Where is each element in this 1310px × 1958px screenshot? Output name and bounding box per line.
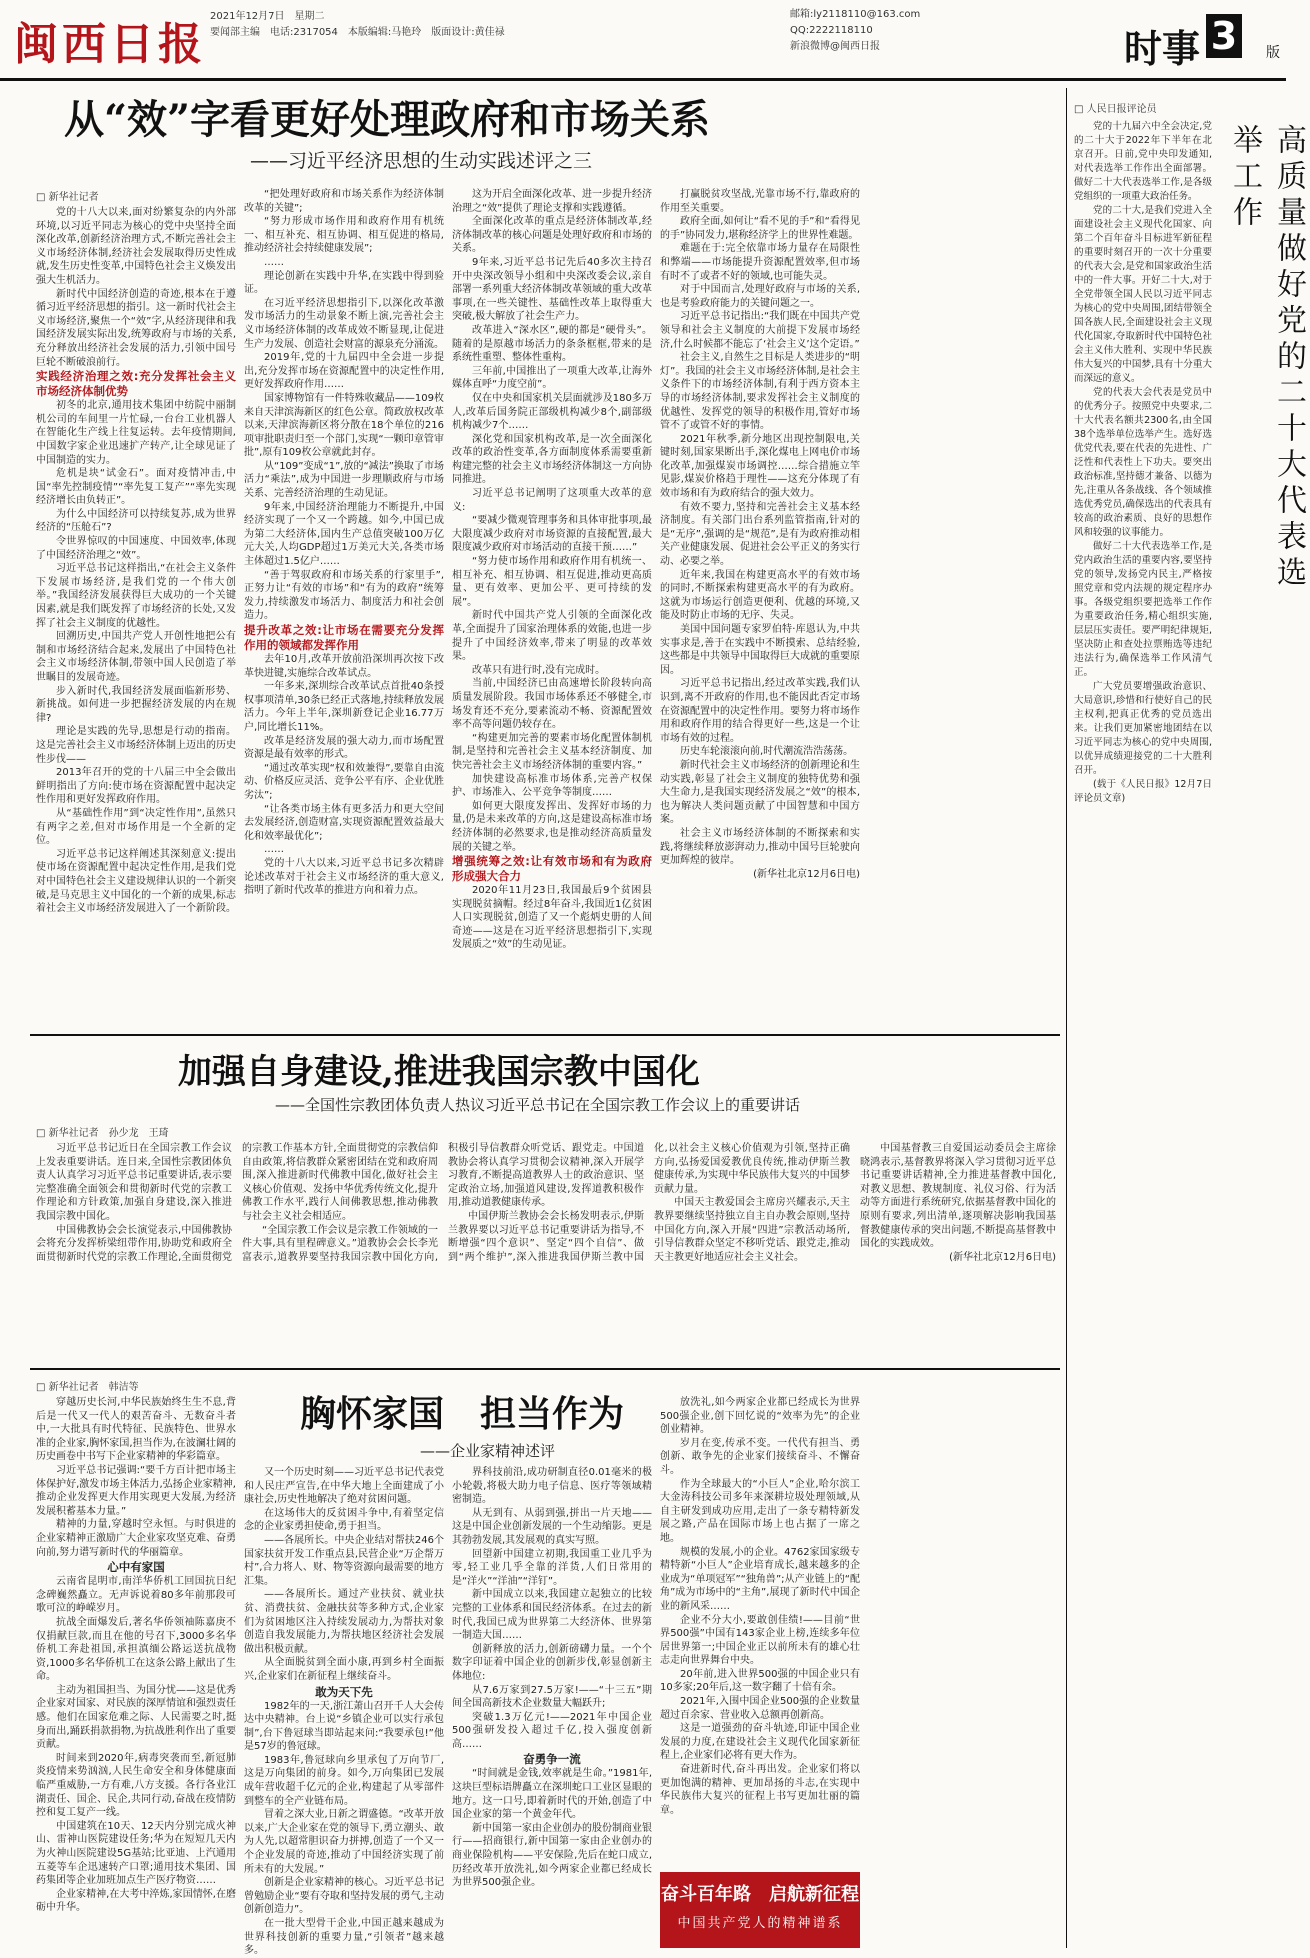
article1-byline: □ 新华社记者: [36, 192, 99, 203]
paragraph: 理论是实践的先导,思想是行动的指南。这是完善社会主义市场经济体制上迈出的历史性步伐——: [36, 726, 236, 765]
paragraph: 一年多来,深圳综合改革试点首批40条授权事项清单,30条已经正式落地,持续释放发展活力。今年上半年,深圳新登记企业16.77万户,同比增长11%。: [244, 681, 444, 733]
paragraph: 习近平总书记这样阐述其深刻意义:提出使市场在资源配置中起决定性作用,是我们党对中国特色社会主义建设规律认识的一个新突破,是马克思主义中国化的一个新的成果,标志着社会主义市场经济发展进入了一个新阶段。: [36, 848, 236, 915]
page-number: 3: [1206, 14, 1242, 58]
paragraph: 党的十八大以来,习近平总书记多次精辟论述改革对于社会主义市场经济的重大意义,指明了新时代改革的推进方向和着力点。: [244, 857, 444, 897]
paragraph: 国家博物馆有一件特殊收藏品——109枚来自天津滨海新区的红色公章。简政放权改革以来,天津滨海新区将分散在18个单位的216项审批职责归至一个部门,实现“一颗印章管审批”,原有109枚公章就此封存。: [244, 392, 444, 459]
paragraph: 企业家精神,在大考中淬炼,家国情怀,在磨砺中升华。: [36, 1888, 236, 1914]
paragraph: 中国天主教爱国会主席房兴耀表示,天主教界要继续坚持独立自主自办教会原则,坚持中国化方向,深入开展“四进”宗教活动场所,引导信教群众坚定不移听党话、跟党走,推动天主教更好地适应社会主义社会。: [654, 1197, 850, 1263]
article1-column-3: [452, 188, 652, 1026]
paragraph: 时间来到2020年,病毒突袭而至,新冠肺炎疫情来势汹汹,人民生命安全和身体健康面临严重威胁,一方有难,八方支援。各行各业江湖责任、国企、民企,共同行动,奋战在疫情防控和复工复产一线。: [36, 1752, 236, 1819]
paragraph: 2019年,党的十九届四中全会进一步提出,充分发挥市场在资源配置中的决定性作用,更好发挥政府作用……: [244, 352, 444, 391]
paragraph: “通过改革实现“权和效兼得”,要靠自由流动、价格反应灵活、竞争公平有序、企业优胜劣汰”;: [244, 762, 444, 801]
editor-info: 要闻部主编 电话:2317054 本版编辑:马艳玲 版面设计:黄佳禄: [210, 27, 505, 38]
paragraph: 习近平总书记强调:“要千方百计把市场主体保护好,激发市场主体活力,弘扬企业家精神,推动企业发挥更大作用实现更大发展,为经济发展积蓄基本力量。”: [36, 1464, 236, 1517]
paragraph: 1983年,鲁冠球向乡里承包了万向节厂,这是万向集团的前身。如今,万向集团已发展成年营收超千亿元的企业,构建起了从零部件到整车的全产业链布局。: [244, 1754, 444, 1807]
paragraph: 党的十八大以来,面对纷繁复杂的内外部环境,以习近平同志为核心的党中央坚持全面深化改革,创新经济治理方式,不断完善社会主义市场经济体制,经济社会发展取得历史性成就,发生历史性变革,中国特色社会主义焕发出强大生机活力。: [36, 207, 236, 286]
paragraph: 难题在于:完全依靠市场力量存在局限性和弊端——市场能提升资源配置效率,但市场有时不了或者不好的领域,也可能失灵。: [660, 243, 860, 282]
paragraph: 回望新中国建立初期,我国重工业几乎为零,轻工业几乎全靠的洋货,人们日常用的是“洋火”“洋油”“洋钉”。: [452, 1548, 652, 1587]
paragraph: 新时代社会主义市场经济的创新理论和生动实践,彰显了社会主义制度的独特优势和强大生命力,是我国实现经济发展之“效”的根本,也为解决人类问题贡献了中国智慧和中国方案。: [660, 759, 860, 826]
email-info: 邮箱:ly2118110@163.com: [790, 9, 921, 20]
paragraph: 这为开启全面深化改革、进一步提升经济治理之“效”提供了理论支撑和实践遵循。: [452, 189, 652, 214]
paragraph: 2021年秋季,新分地区出现控制限电,关键时刻,国家果断出手,深化煤电上网电价市场化改革,加强煤炭市场调控……综合措施立竿见影,煤炭价格趋于理性——这充分体现了有效市场和有为政府结合的强大效力。: [660, 433, 860, 500]
article2-byline: □ 新华社记者 孙少龙 王琦: [36, 1128, 169, 1139]
paragraph: 规模的发展,小的企业。4762家国家级专精特新“小巨人”企业培育成长,越来越多的企业成为“单项冠军”“独角兽”;从产业链上的“配角”成为市场中的“主角”,展现了新时代中国企业的新风采……: [660, 1546, 860, 1612]
paragraph: “时间就是金钱,效率就是生命。”1981年,这块巨型标语牌矗立在深圳蛇口工业区显眼的地方。这一口号,即着新时代的开始,创造了中国企业家的第一个黄金年代。: [452, 1768, 652, 1821]
paragraph: 创新释放的活力,创新磅礴力量。一个个数字印证着中国企业的创新步伐,彰显创新主体地位:: [452, 1643, 652, 1682]
paragraph: 在一批大型骨干企业,中国正越来越成为世界科技创新的重要力量,“引领者”越来越多。: [244, 1918, 444, 1957]
article1-column-2: [244, 188, 444, 1026]
paragraph: 新中国成立以来,我国建立起独立的比较完整的工业体系和国民经济体系。在过去的新时代,我国已成为世界第二大经济体、世界第一制造大国……: [452, 1589, 652, 1642]
paragraph: 去年10月,改革开放前沿深圳再次按下改革快进键,实施综合改革试点。: [244, 654, 444, 679]
section-rule: [30, 1034, 1060, 1036]
paragraph: 新中国第一家由企业创办的股份制商业银行——招商银行,新中国第一家由企业创办的商业保险机构——平安保险,先后在蛇口成立,历经改革开放洗礼,如今两家企业都已经成长为世界500强企业。: [452, 1822, 652, 1889]
paragraph: 深化党和国家机构改革,是一次全面深化改革的政治性变革,各方面制度体系需要重新构建完整的社会主义市场经济体制这一方向协同推进。: [452, 433, 652, 486]
paragraph: “努力形成市场作用和政府作用有机统一、相互补充、相互协调、相互促进的格局,推动经济社会持续健康发展”;: [244, 216, 444, 255]
paragraph: 党的十九届六中全会决定,党的二十大于2022年下半年在北京召开。日前,党中央印发通知,对代表选举工作作出全面部署。做好二十大代表选举工作,是各级党组织的一项重大政治任务。: [1074, 121, 1212, 202]
issue-date: 2021年12月7日 星期二: [210, 11, 325, 22]
article1-column-4: [660, 188, 860, 1026]
paragraph: 2020年11月23日,我国最后9个贫困县实现脱贫摘帽。经过8年奋斗,我国近1亿贫困人口实现脱贫,创造了又一个彪炳史册的人间奇迹——这是在习近平经济思想指引下,实现发展质之“效”的生动见证。: [452, 885, 652, 951]
paragraph: 岁月在变,传承不变。一代代有担当、勇创新、敢争先的企业家们接续奋斗、不懈奋斗。: [660, 1437, 860, 1476]
banner-line-2: 中国共产党人的精神谱系: [677, 1916, 843, 1931]
paragraph: 改革进入“深水区”,硬的都是“硬骨头”。随着的是原越市场活力的条条框框,带来的是系统性重塑、整体性重构。: [452, 324, 652, 364]
paragraph: 危机是块“试金石”。面对疫情冲击,中国“率先控制疫情”“率先复工复产”“率先实现经济增长由负转正”。: [36, 468, 236, 507]
paragraph: 令世界惊叹的中国速度、中国效率,体现了中国经济治理之“效”。: [36, 536, 236, 561]
paragraph: 作为全球最大的“小巨人”企业,哈尔滨工大金涛科技公司多年来深耕垃圾处理领域,从自主研发到成功应用,走出了一条专精特新发展之路,产品在国际市场上也占据了一席之地。: [660, 1478, 860, 1544]
paragraph: 社会主义市场经济体制的不断探索和实践,将继续释放澎湃动力,推动中国号巨轮驶向更加辉煌的彼岸。: [660, 827, 860, 867]
a1-c1-paras: [36, 206, 236, 369]
paragraph: 中国基督教三自爱国运动委员会主席徐晓鸿表示,基督教界将深入学习贯彻习近平总书记重要讲话精神,全力推进基督教中国化,对教义思想、教规制度、礼仪习俗、行为活动等方面进行系统研究,依据基督教中国化的原则有要求,列出清单,逐项解决影响我国基督教健康传承的突出问题,不断提高基督教中国化的实践成效。: [860, 1143, 1056, 1250]
paragraph: 步入新时代,我国经济发展面临新形势、新挑战。如何进一步把握经济发展的内在规律?: [36, 685, 236, 724]
article2-title: 加强自身建设,推进我国宗教中国化: [178, 1052, 700, 1092]
paragraph: 主动为祖国担当、为国分忧——这是优秀企业家对国家、对民族的深厚情谊和强烈责任感。他们在国家危难之际、人民需要之时,挺身而出,踊跃捐款捐物,为抗战胜利作出了重要贡献。: [36, 1684, 236, 1751]
paragraph: 突破1.3万亿元!——2021年中国企业500强研发投入超过千亿,投入强度创新高……: [452, 1711, 652, 1750]
article3-column-3: [452, 1466, 652, 1948]
paragraph: 1982年的一天,浙江萧山召开千人大会传达中央精神。台上说“乡镇企业可以实行承包制”,台下鲁冠球当即站起来问:“我要承包!”他是57岁的鲁冠球。: [244, 1700, 444, 1753]
paragraph: 改革是经济发展的强大动力,而市场配置资源是最有效率的形式。: [244, 735, 444, 761]
article3-subhead-1: 心中有家国: [107, 1560, 165, 1575]
paragraph: 近年来,我国在构建更高水平的有效市场的同时,不断探索构建更高水平的有为政府。这就为市场运行创造更便利、优越的环境,又能及时防止市场的无序、失灵。: [660, 569, 860, 622]
paragraph: 中国建筑在10天、12天内分别完成火神山、雷神山医院建设任务;华为在短短几天内为火神山医院建设5G基站;比亚迪、上汽通用五菱等车企迅速转产口罩;通用技术集团、国药集团等企业加班加点生产医疗物资……: [36, 1820, 236, 1887]
article1-column-1: [36, 206, 236, 1026]
paragraph: ——各展所长。中央企业结对帮扶246个国家扶贫开发工作重点县,民营企业“万企帮万村”,合力将人、财、物等资源向最需要的地方汇集。: [244, 1534, 444, 1587]
dateline: (新华社北京12月6日电): [949, 1251, 1056, 1263]
paragraph: 当前,中国经济已由高速增长阶段转向高质量发展阶段。我国市场体系还不够健全,市场发育还不充分,要素流动不畅、资源配置效率不高等问题仍较存在。: [452, 678, 652, 731]
paragraph: 初冬的北京,通用技术集团中纺院中丽制机公司的车间里一片忙碌,一台台工业机器人在智能化生产线上往复运转。去年疫情期间,中国数字家企业迅速扩产转产,让全球见证了中国制造的实力。: [36, 400, 236, 466]
paragraph: “要减少微观管理事务和具体审批事项,最大限度减少政府对市场资源的直接配置,最大限度减少政府对市场活动的直接干预……”: [452, 515, 652, 554]
slogan-banner: [660, 1872, 860, 1948]
paragraph: 这是一道强劲的奋斗轨迹,印证中国企业发展的力度,在建设社会主义现代化国家新征程上,企业家们必将有更大作为。: [660, 1723, 860, 1762]
paragraph: 9年来,中国经济治理能力不断提升,中国经济实现了一个又一个跨越。如今,中国已成为第二大经济体,国内生产总值突破100万亿元大关,人均GDP超过1万美元大关,各类市场主体超过1.5亿户……: [244, 501, 444, 568]
paragraph: 历史车轮滚滚向前,时代潮流浩浩荡荡。: [680, 746, 854, 758]
paragraph: 从全面脱贫到全面小康,再到乡村全面振兴,企业家们在新征程上继续奋斗。: [244, 1657, 444, 1682]
paragraph: 对于中国而言,处理好政府与市场的关系,也是考验政府能力的关键问题之一。: [660, 284, 860, 309]
paragraph: 新时代中国共产党人引领的全面深化改革,全面提升了国家治理体系的效能,也进一步提升了中国经济效率,带来了明显的改革效果。: [452, 610, 652, 663]
article1-subhead-2: 提升改革之效:让市场在需要充分发挥作用的领域都发挥作用: [244, 623, 444, 652]
paragraph: 创新是企业家精神的核心。习近平总书记曾勉励企业“要有夺取和坚持发展的勇气,主动创新创造力”。: [244, 1877, 444, 1916]
paragraph: 新时代中国经济创造的奇迹,根本在于遵循习近平经济思想的指引。这一新时代社会主义市场经济,聚焦一个“效”字,从经济现律和我国经济发展实际出发,统筹政府与市场的关系,充分释放出经济社会发展的活力,引领中国号巨轮不断破浪前行。: [36, 288, 236, 368]
paragraph: 精神的力量,穿越时空永恒。与时俱进的企业家精神正激励广大企业家攻坚克难、奋勇向前,努力谱写新时代的华丽篇章。: [36, 1519, 236, 1558]
paragraph: 三年前,中国推出了一项重大改革,让海外媒体直呼“力度空前”。: [452, 365, 652, 391]
paragraph: “善于驾驭政府和市场关系的行家里手”,正努力让“有效的市场”和“有为的政府”统筹发力,持续激发市场活力、制度活力和社会创造力。: [244, 569, 444, 622]
paragraph: 抗战全面爆发后,著名华侨领袖陈嘉庚不仅捐献巨款,而且在他的号召下,3000多名华侨机工奔赴祖国,承担滇缅公路运送抗战物资,1000多名华侨机工在这条公路上献出了生命。: [36, 1616, 236, 1683]
paragraph: 加快建设高标准市场体系,完善产权保护、市场准入、公平竞争等制度……: [452, 773, 652, 799]
paragraph: 习近平总书记这样指出,“在社会主义条件下发展市场经济,是我们党的一个伟大创举。”我国经济发展获得巨大成功的一个关键因素,就是我们既发挥了市场经济的长处,又发挥了社会主义制度的优越性。: [36, 563, 236, 629]
article3-subhead-3: 奋勇争一流: [523, 1752, 581, 1767]
paragraph: 回溯历史,中国共产党人开创性地把公有制和市场经济结合起来,发展出了中国特色社会主义市场经济体制,带领中国人民创造了举世瞩目的发展奇迹。: [36, 631, 236, 683]
article3-column-2: [244, 1466, 444, 1957]
paragraph: 政府全面,如何让“看不见的手”和“看得见的手”协同发力,堪称经济学上的世界性难题。: [660, 216, 860, 241]
paragraph: 党的二十大,是我们党进入全面建设社会主义现代化国家、向第二个百年奋斗目标进军新征程的重要时刻召开的一次十分重要的代表大会,是党和国家政治生活中的一件大事。开好二十大,对于全党带领全国人民以习近平同志为核心的党中央周围,团结带领全国各族人民,全面建设社会主义现代化国家,夺取新时代中国特色社会主义伟大胜利、实现中华民族伟大复兴的中国梦,具有十分重大而深远的意义。: [1074, 205, 1212, 384]
banner-line-1: 奋斗百年路 启航新征程: [661, 1884, 859, 1905]
paragraph: 从7.6万家到27.5万家!——“十三五”期间全国高新技术企业数量大幅跃升;: [452, 1684, 652, 1710]
article3-column-1: [36, 1396, 236, 1948]
paragraph: 习近平总书记指出,经过改革实践,我们认识到,离不开政府的作用,也不能因此否定市场在资源配置中的决定性作用。要努力将市场作用和政府作用的结合得更好一些,这是一个让市场有效的过程。: [660, 678, 860, 744]
article1-subhead-3: 增强统筹之效:让有效市场和有为政府形成强大合力: [452, 854, 652, 884]
paragraph: 党的代表大会代表是党员中的优秀分子。按照党中央要求,二十大代表名额共2300名,由全国38个选举单位选举产生。选好选优党代表,要在代表的先进性、广泛性和代表性上下功夫。要突出政治标准,坚持德才兼备、以德为先,注重从各条战线、各个领域推选优秀党员,确保选出的代表具有较高的政治素质、良好的思想作风和较强的议事能力。: [1074, 387, 1212, 538]
qq-info: QQ:2222118110: [790, 25, 873, 36]
page-unit: 版: [1266, 45, 1280, 61]
paragraph: 2021年,入围中国企业500强的企业数量超过百余家、营业收入总额再创新高。: [660, 1696, 860, 1721]
paragraph: 中国佛教协会会长演觉表示,中国佛教协会将充分发挥桥梁纽带作用,协助党和政府全面贯彻新时代党的宗教工作理论,全面贯彻党的宗教工作基本方针,全面贯彻党的宗教信仰自由政策,将信教群众紧密团结在党和政府周围,深入推进新时代佛教中国化,做好社会主义核心价值观、发扬中华优秀传统文化,提升佛教工作水平,践行人间佛教思想,推动佛教与社会主义社会相适应。: [36, 1143, 438, 1263]
paragraph: 打赢脱贫攻坚战,光靠市场不行,靠政府的作用至关重要。: [660, 189, 860, 214]
paragraph: 社会主义,自然生之目标是人类进步的“明灯”。我国的社会主义市场经济体制,是社会主义条件下的市场经济体制,有利于西方资本主导的市场经济体制,要求发挥社会主义制度的优越性、发挥党的领导的积极作用,管好市场管不了或管不好的事情。: [660, 352, 860, 432]
section-rule: [30, 1368, 1060, 1370]
article1-subhead-1: 实践经济治理之效:充分发挥社会主义市场经济体制优势: [36, 369, 236, 399]
paragraph: 从“109”变成“1”,放的“减法”换取了市场活力“乘法”,成为中国进一步理顺政府与市场关系、完善经济治理的生动见证。: [244, 460, 444, 500]
paragraph: 又一个历史时刻——习近平总书记代表党和人民庄严宣告,在中华大地上全面建成了小康社会,历史性地解决了绝对贫困问题。: [244, 1467, 444, 1506]
paragraph: ——各展所长。通过产业扶贫、就业扶贫、消费扶贫、金融扶贫等多种方式,企业家们为贫困地区注入持续发展动力,为帮扶对象创造自我发展能力,为帮扶地区经济社会发展做出积极贡献。: [244, 1589, 444, 1655]
paragraph: 全面深化改革的重点是经济体制改革,经济体制改革的核心问题是处理好政府和市场的关系。: [452, 216, 652, 255]
paragraph: 在习近平经济思想指引下,以深化改革激发市场活力的生动景象不断上演,完善社会主义市场经济体制的改革成效不断显现,让促进生产力发展、创造社会财富的源泉充分涌流。: [244, 297, 444, 350]
paragraph: 仅在中央和国家机关层面就涉及180多万人,改革后国务院正部级机构减少8个,副部级机构减少7个……: [452, 392, 652, 432]
paragraph: 广大党员要增强政治意识、大局意识,珍惜和行使好自己的民主权利,把真正优秀的党员选出来。让我们更加紧密地团结在以习近平同志为核心的党中央周围,以优异成绩迎接党的二十大胜利召开。: [1074, 681, 1212, 776]
paragraph: 改革只有进行时,没有完成时。: [472, 664, 606, 676]
dateline: (新华社北京12月6日电): [753, 868, 860, 880]
paragraph: 从“基础性作用”到“决定性作用”,虽然只有两字之差,但对市场作用是一个全新的定位。: [36, 807, 236, 847]
paragraph: 中国伊斯兰教协会会长杨发明表示,伊斯兰教界要以习近平总书记重要讲话为指导,不断增强“四个意识”、坚定“四个自信”、做到“两个维护”,深入推进我国伊斯兰教中国化,以社会主义核心价值观为引领,坚持正确方向,弘扬爱国爱教优良传统,推动伊斯兰教健康传承,为实现中华民族伟大复兴的中国梦贡献力量。: [448, 1143, 850, 1263]
paragraph: 如何更大限度发挥出、发挥好市场的力量,仍是未来改革的方向,这是建设高标准市场经济体制的必然要求,也是推动经济高质量发展的关键之举。: [452, 800, 652, 853]
paragraph: 企业不分大小,要敢创佳绩!——目前“世界500强”中国有143家企业上榜,连续多年位居世界第一;中国企业正以前所未有的雄心壮志走向世界舞台中央。: [660, 1614, 860, 1667]
paragraph: 穿越历史长河,中华民族始终生生不息,背后是一代又一代人的艰苦奋斗、无数奋斗者中,一大批具有时代特征、民族特色、世界水准的企业家,胸怀家国,担当作为,在波澜壮阔的历史画卷中书写下企业家精神的华彩篇章。: [36, 1397, 236, 1463]
dateline: (载于《人民日报》12月7日评论员文章): [1074, 779, 1212, 804]
article3-byline: □ 新华社记者 韩洁等: [36, 1382, 139, 1393]
paragraph: 界科技前沿,成功研制直径0.01毫米的极小轮毂,将极大助力电子信息、医疗等领域精密制造。: [452, 1467, 652, 1506]
paragraph: “构建更加完善的要素市场化配置体制机制,是坚持和完善社会主义基本经济制度、加快完善社会主义市场经济体制的重要内容。”: [452, 732, 652, 771]
paragraph: 习近平总书记阐明了这项重大改革的意义:: [452, 488, 652, 513]
paragraph: 云南省昆明市,南洋华侨机工回国抗日纪念碑巍然矗立。无声诉说着80多年前那段可歌可泣的峥嵘岁月。: [36, 1576, 236, 1615]
sidebar-title: 高质量做好党的二十大代表选举工作: [1227, 124, 1306, 592]
article1-subtitle: ——习近平经济思想的生动实践述评之三: [250, 150, 593, 172]
sidebar-byline: □ 人民日报评论员: [1074, 104, 1157, 115]
paragraph: 为什么中国经济可以持续复苏,成为世界经济的“压舱石”?: [36, 508, 236, 534]
article2-body: [36, 1142, 1056, 1360]
paragraph: 9年来,习近平总书记先后40多次主持召开中央深改领导小组和中央深改委会议,亲自部署一系列重大经济体制改革领域的重大改革事项,在一些关键性、基础性改革上取得重大突破,极大解放了社会生产力。: [452, 256, 652, 323]
paragraph: 奋进新时代,奋斗再出发。企业家们将以更加饱满的精神、更加昂扬的斗志,在实现中华民族伟大复兴的征程上书写更加壮丽的篇章。: [660, 1764, 860, 1816]
paragraph: 从无到有、从弱到强,拼出一片天地——这是中国企业创新发展的一个生动缩影。更是其勃勃发展,其发展观的真实写照。: [452, 1507, 652, 1546]
paragraph: 2013年召开的党的十八届三中全会做出鲜明指出了方向:使市场在资源配置中起决定性作用和更好发挥政府作用。: [36, 767, 236, 806]
paragraph: ……: [264, 844, 284, 856]
paragraph: 做好二十大代表选举工作,是党内政治生活的重要内容,要坚持党的领导,发扬党内民主,严格按照党章和党内法规的规定程序办事。各级党组织要把选举工作作为重要政治任务,精心组织实施,层层压实责任。要严明纪律规矩,坚决防止和查处拉票贿选等违纪违法行为,确保选举工作风清气正。: [1074, 541, 1212, 678]
paragraph: 习近平总书记指出:“我们既在中国共产党领导和社会主义制度的大前提下发展市场经济,什么时候都不能忘了‘社会主义’这个定语。”: [660, 311, 860, 350]
paragraph: “让各类市场主体有更多活力和更大空间去发展经济,创造财富,实现资源配置效益最大化和效率最优化”;: [244, 803, 444, 842]
article1-title: 从“效”字看更好处理政府和市场关系: [64, 96, 711, 143]
article3-column-4: [660, 1396, 860, 1866]
paragraph: ……: [264, 256, 284, 268]
column-divider: [1066, 88, 1067, 1948]
paragraph: 习近平总书记近日在全国宗教工作会议上发表重要讲话。连日来,全国性宗教团体负责人认真学习习近平总书记重要讲话,表示要完整准确全面领会和贯彻新时代党的宗教工作理论和方针政策,加强自身建设,深入推进我国宗教中国化。: [36, 1143, 232, 1222]
paragraph: 有效不要力,坚持和完善社会主义基本经济制度。有关部门出台系列监管指南,针对的是“无序”,强调的是“规范”,是有为政府推动相关产业健康发展、促进社会公平正义的务实行动、必要之举。: [660, 501, 860, 568]
paragraph: 放洗礼,如今两家企业都已经成长为世界500强企业,创下回忆说的“效率为先”的企业创业精神。: [660, 1397, 860, 1436]
paragraph: “全国宗教工作会议是宗教工作领域的一件大事,具有里程碑意义。”道教协会会长李光富表示,道教界要坚持我国宗教中国化方向,积极引导信教群众听党话、跟党走。中国道教协会将认真学习贯彻会议精神,深入开展学习教育,不断提高道教界人士的政治意识、坚定政治立场,加强道风建设,发挥道教积极作用,推动道教健康传承。: [242, 1143, 644, 1263]
masthead: [0, 0, 1286, 81]
section-name: 时事: [1123, 27, 1200, 71]
article3-subhead-2: 敢为天下先: [315, 1684, 373, 1699]
weibo-info: 新浪微博@闽西日报: [790, 41, 880, 52]
sidebar-text: [1074, 120, 1212, 1940]
paragraph: 理论创新在实践中升华,在实践中得到验证。: [244, 270, 444, 296]
article3-subtitle: ——企业家精神述评: [420, 1442, 556, 1460]
paragraph: 在这场伟大的反贫困斗争中,有着坚定信念的企业家勇担使命,勇于担当。: [244, 1507, 444, 1533]
paragraph: 美国中国问题专家罗伯特·库恩认为,中共实事求是,善于在实践中不断摸索、总结经验,这些都是中共领导中国取得巨大成就的重要原因。: [660, 624, 860, 676]
paragraph: “努力使市场作用和政府作用有机统一、相互补充、相互协调、相互促进,推动更高质量、更有效率、更加公平、更可持续的发展”。: [452, 556, 652, 608]
article3-title: 胸怀家国 担当作为: [300, 1393, 625, 1435]
paragraph: 20年前,进入世界500强的中国企业只有10多家;20年后,这一数字翻了十倍有余。: [660, 1668, 860, 1694]
newspaper-logo: 闽西日报: [14, 19, 206, 70]
paragraph: “把处理好政府和市场关系作为经济体制改革的关键”;: [244, 189, 444, 214]
article2-subtitle: ——全国性宗教团体负责人热议习近平总书记在全国宗教工作会议上的重要讲话: [275, 1096, 801, 1114]
paragraph: 冒着之深大业,日新之谓盛德。“改革开放以来,广大企业家在党的领导下,勇立潮头、敢为人先,以超常胆识奋力拼搏,创造了一个又一个企业发展的奇迹,推动了中国经济实现了前所未有的大发展。”: [244, 1809, 444, 1875]
